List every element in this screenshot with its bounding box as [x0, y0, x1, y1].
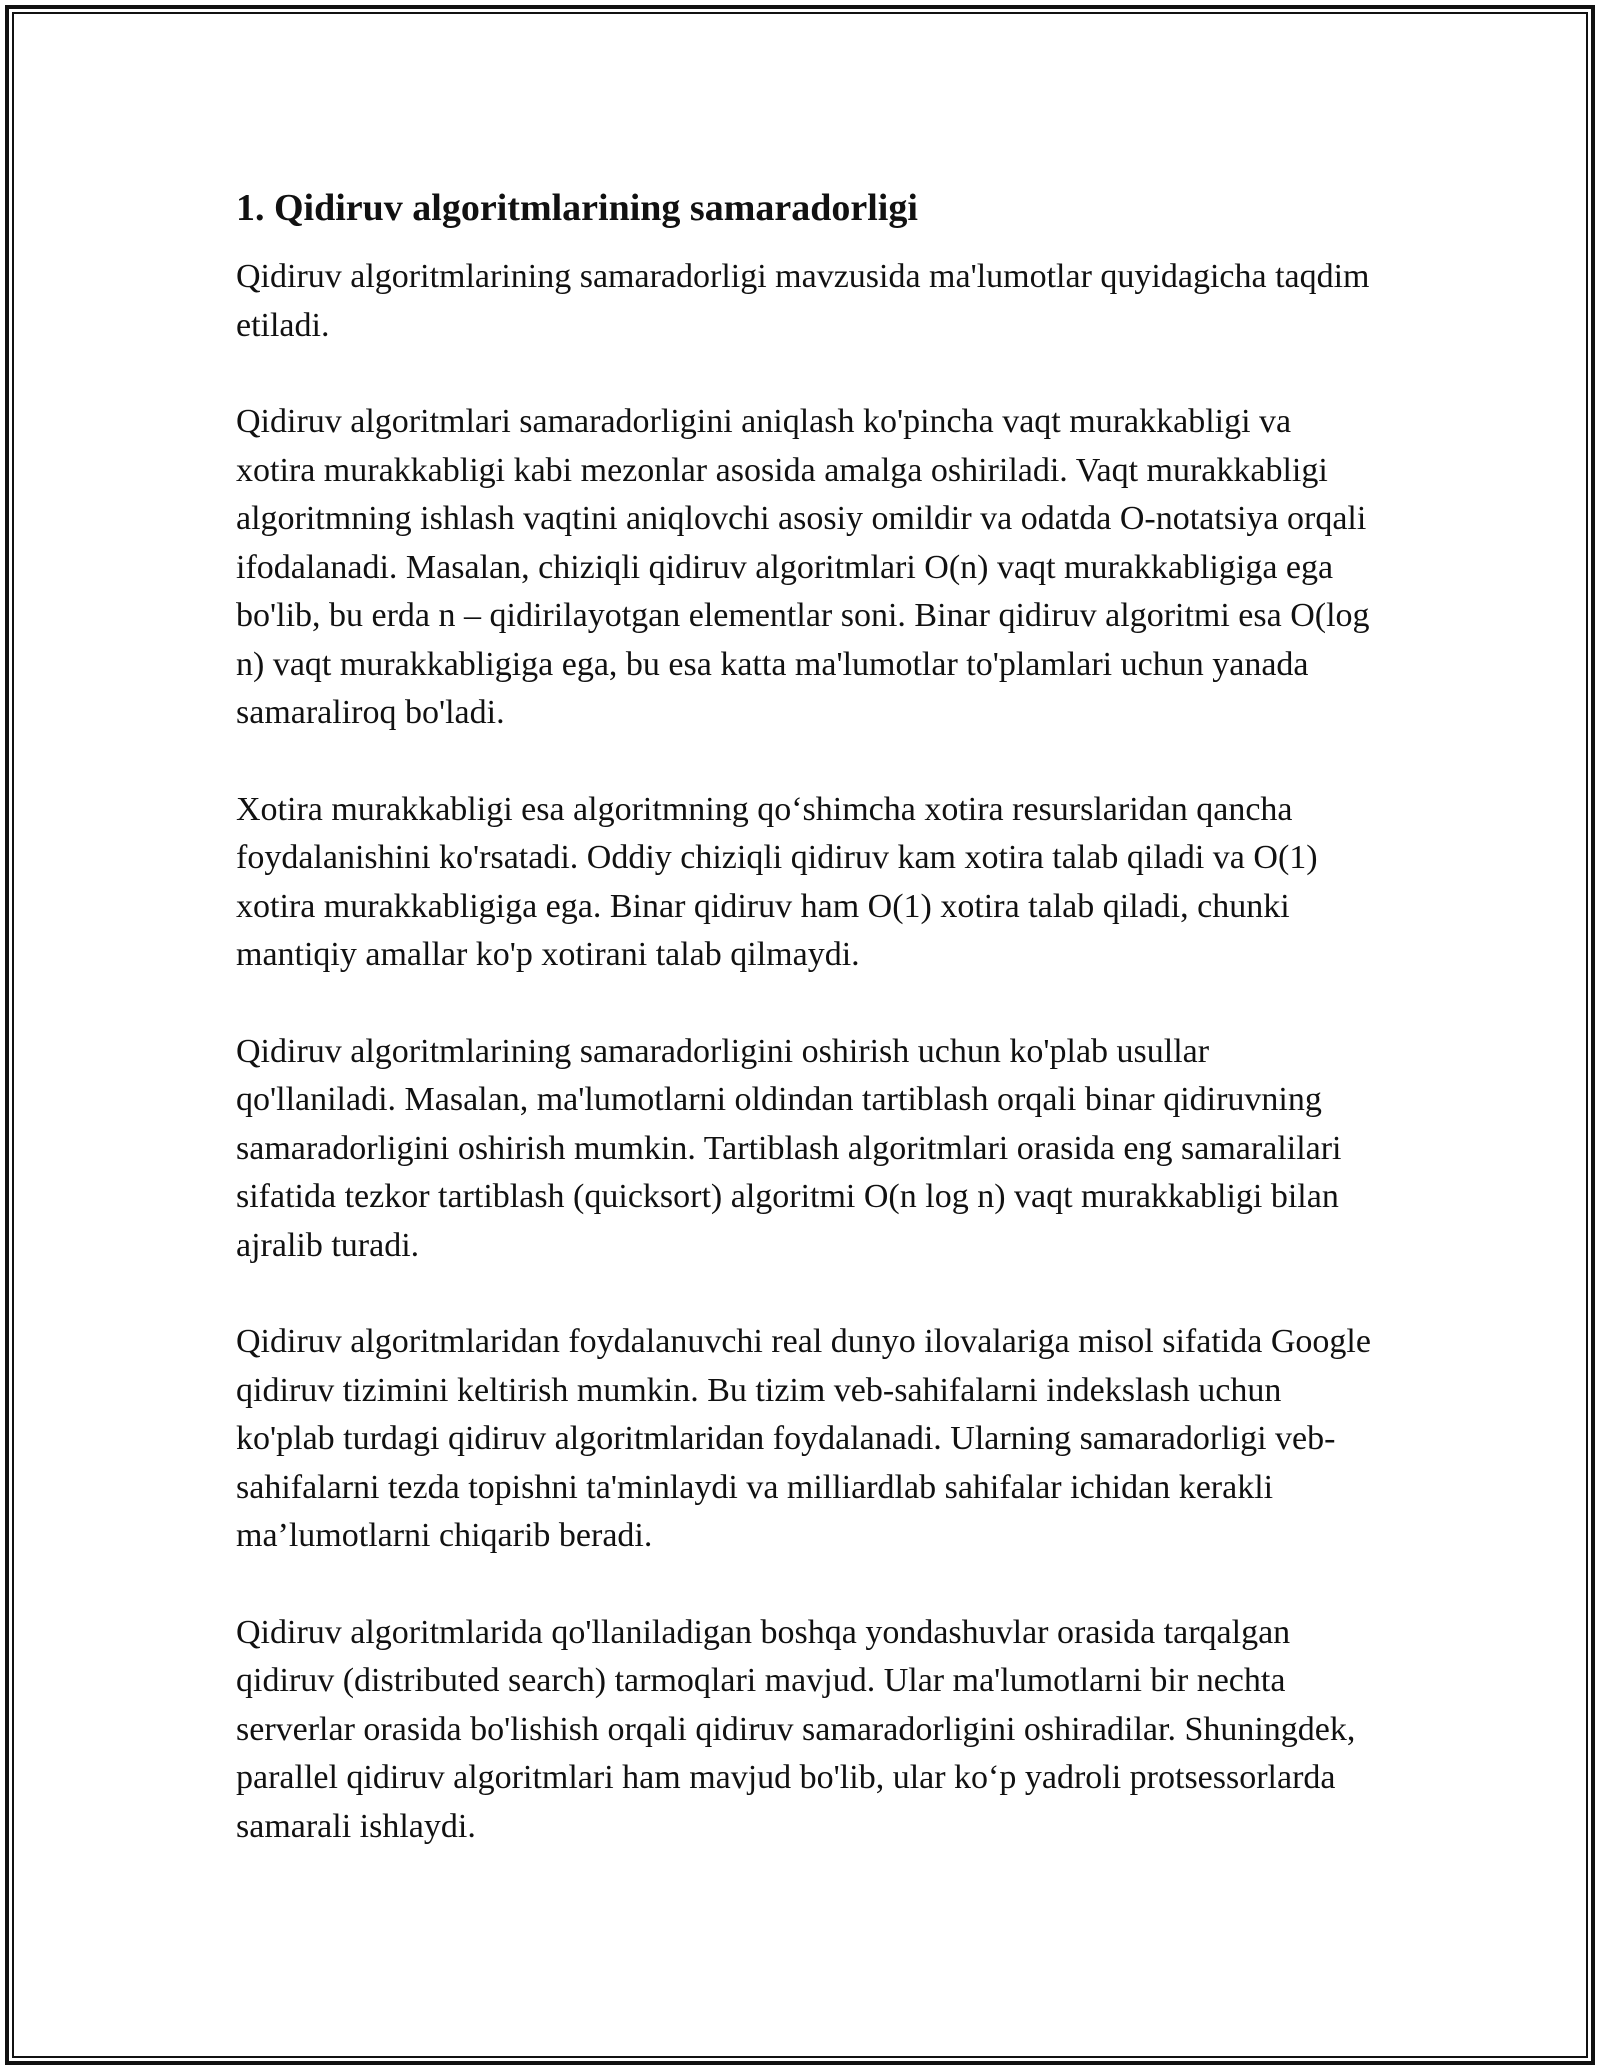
paragraph-time-complexity: Qidiruv algoritmlari samaradorligini aniqlash ko'pincha vaqt murakkabligi va xotira murakkabligi kabi mezonlar asosida amalga oshiriladi. Vaqt murakkabligi algoritmning ishlash vaqtini aniqlovchi asosiy omildir va odatda O-notatsiya orqali ifodalanadi. Masalan, chiziqli qidiruv algoritmlari O(n) vaqt murakkabligiga ega bo'lib, bu erda n – qidirilayotgan elementlar soni. Binar qidiruv algoritmi esa O(log n) vaqt murakkabligiga ega, bu esa katta ma'lumotlar to'plamlari uchun yanada samaraliroq bo'ladi. — [236, 403, 1370, 731]
paragraph-distributed-search: Qidiruv algoritmlarida qo'llaniladigan boshqa yondashuvlar orasida tarqalgan qidiruv (distributed search) tarmoqlari mavjud. Ular ma'lumotlarni bir nechta serverlar orasida bo'lishish orqali qidiruv samaradorligini oshiradilar. Shuningdek, parallel qidiruv algoritmlari ham mavjud bo'lib, ular ko‘p yadroli protsessorlarda samarali ishlaydi. — [236, 1613, 1356, 1845]
paragraph-real-world-example: Qidiruv algoritmlaridan foydalanuvchi real dunyo ilovalariga misol sifatida Google qidiruv tizimini keltirish mumkin. Bu tizim veb-sahifalarni indekslash uchun ko'plab turdagi qidiruv algoritmlaridan foydalanadi. Ularning samaradorligi veb-sahifalarni tezda topishni ta'minlaydi va milliardlab sahifalar ichidan kerakli ma’lumotlarni chiqarib beradi. — [236, 1323, 1371, 1554]
section-heading: 1. Qidiruv algoritmlarining samaradorligi — [236, 187, 918, 229]
paragraph-memory-complexity: Xotira murakkabligi esa algoritmning qo‘shimcha xotira resurslaridan qancha foydalanishini ko'rsatadi. Oddiy chiziqli qidiruv kam xotira talab qiladi va O(1) xotira murakkabligiga ega. Binar qidiruv ham O(1) xotira talab qiladi, chunki mantiqiy amallar ko'p xotirani talab qilmaydi. — [236, 790, 1318, 973]
paragraph-intro: Qidiruv algoritmlarining samaradorligi mavzusida ma'lumotlar quyidagicha taqdim etiladi. — [236, 258, 1370, 344]
document-body — [236, 185, 1376, 1899]
paragraph-optimization-methods: Qidiruv algoritmlarining samaradorligini oshirish uchun ko'plab usullar qo'llaniladi. Masalan, ma'lumotlarni oldindan tartiblash orqali binar qidiruvning samaradorligini oshirish mumkin. Tartiblash algoritmlari orasida eng samaralilari sifatida tezkor tartiblash (quicksort) algoritmi O(n log n) vaqt murakkabligi bilan ajralib turadi. — [236, 1032, 1342, 1264]
